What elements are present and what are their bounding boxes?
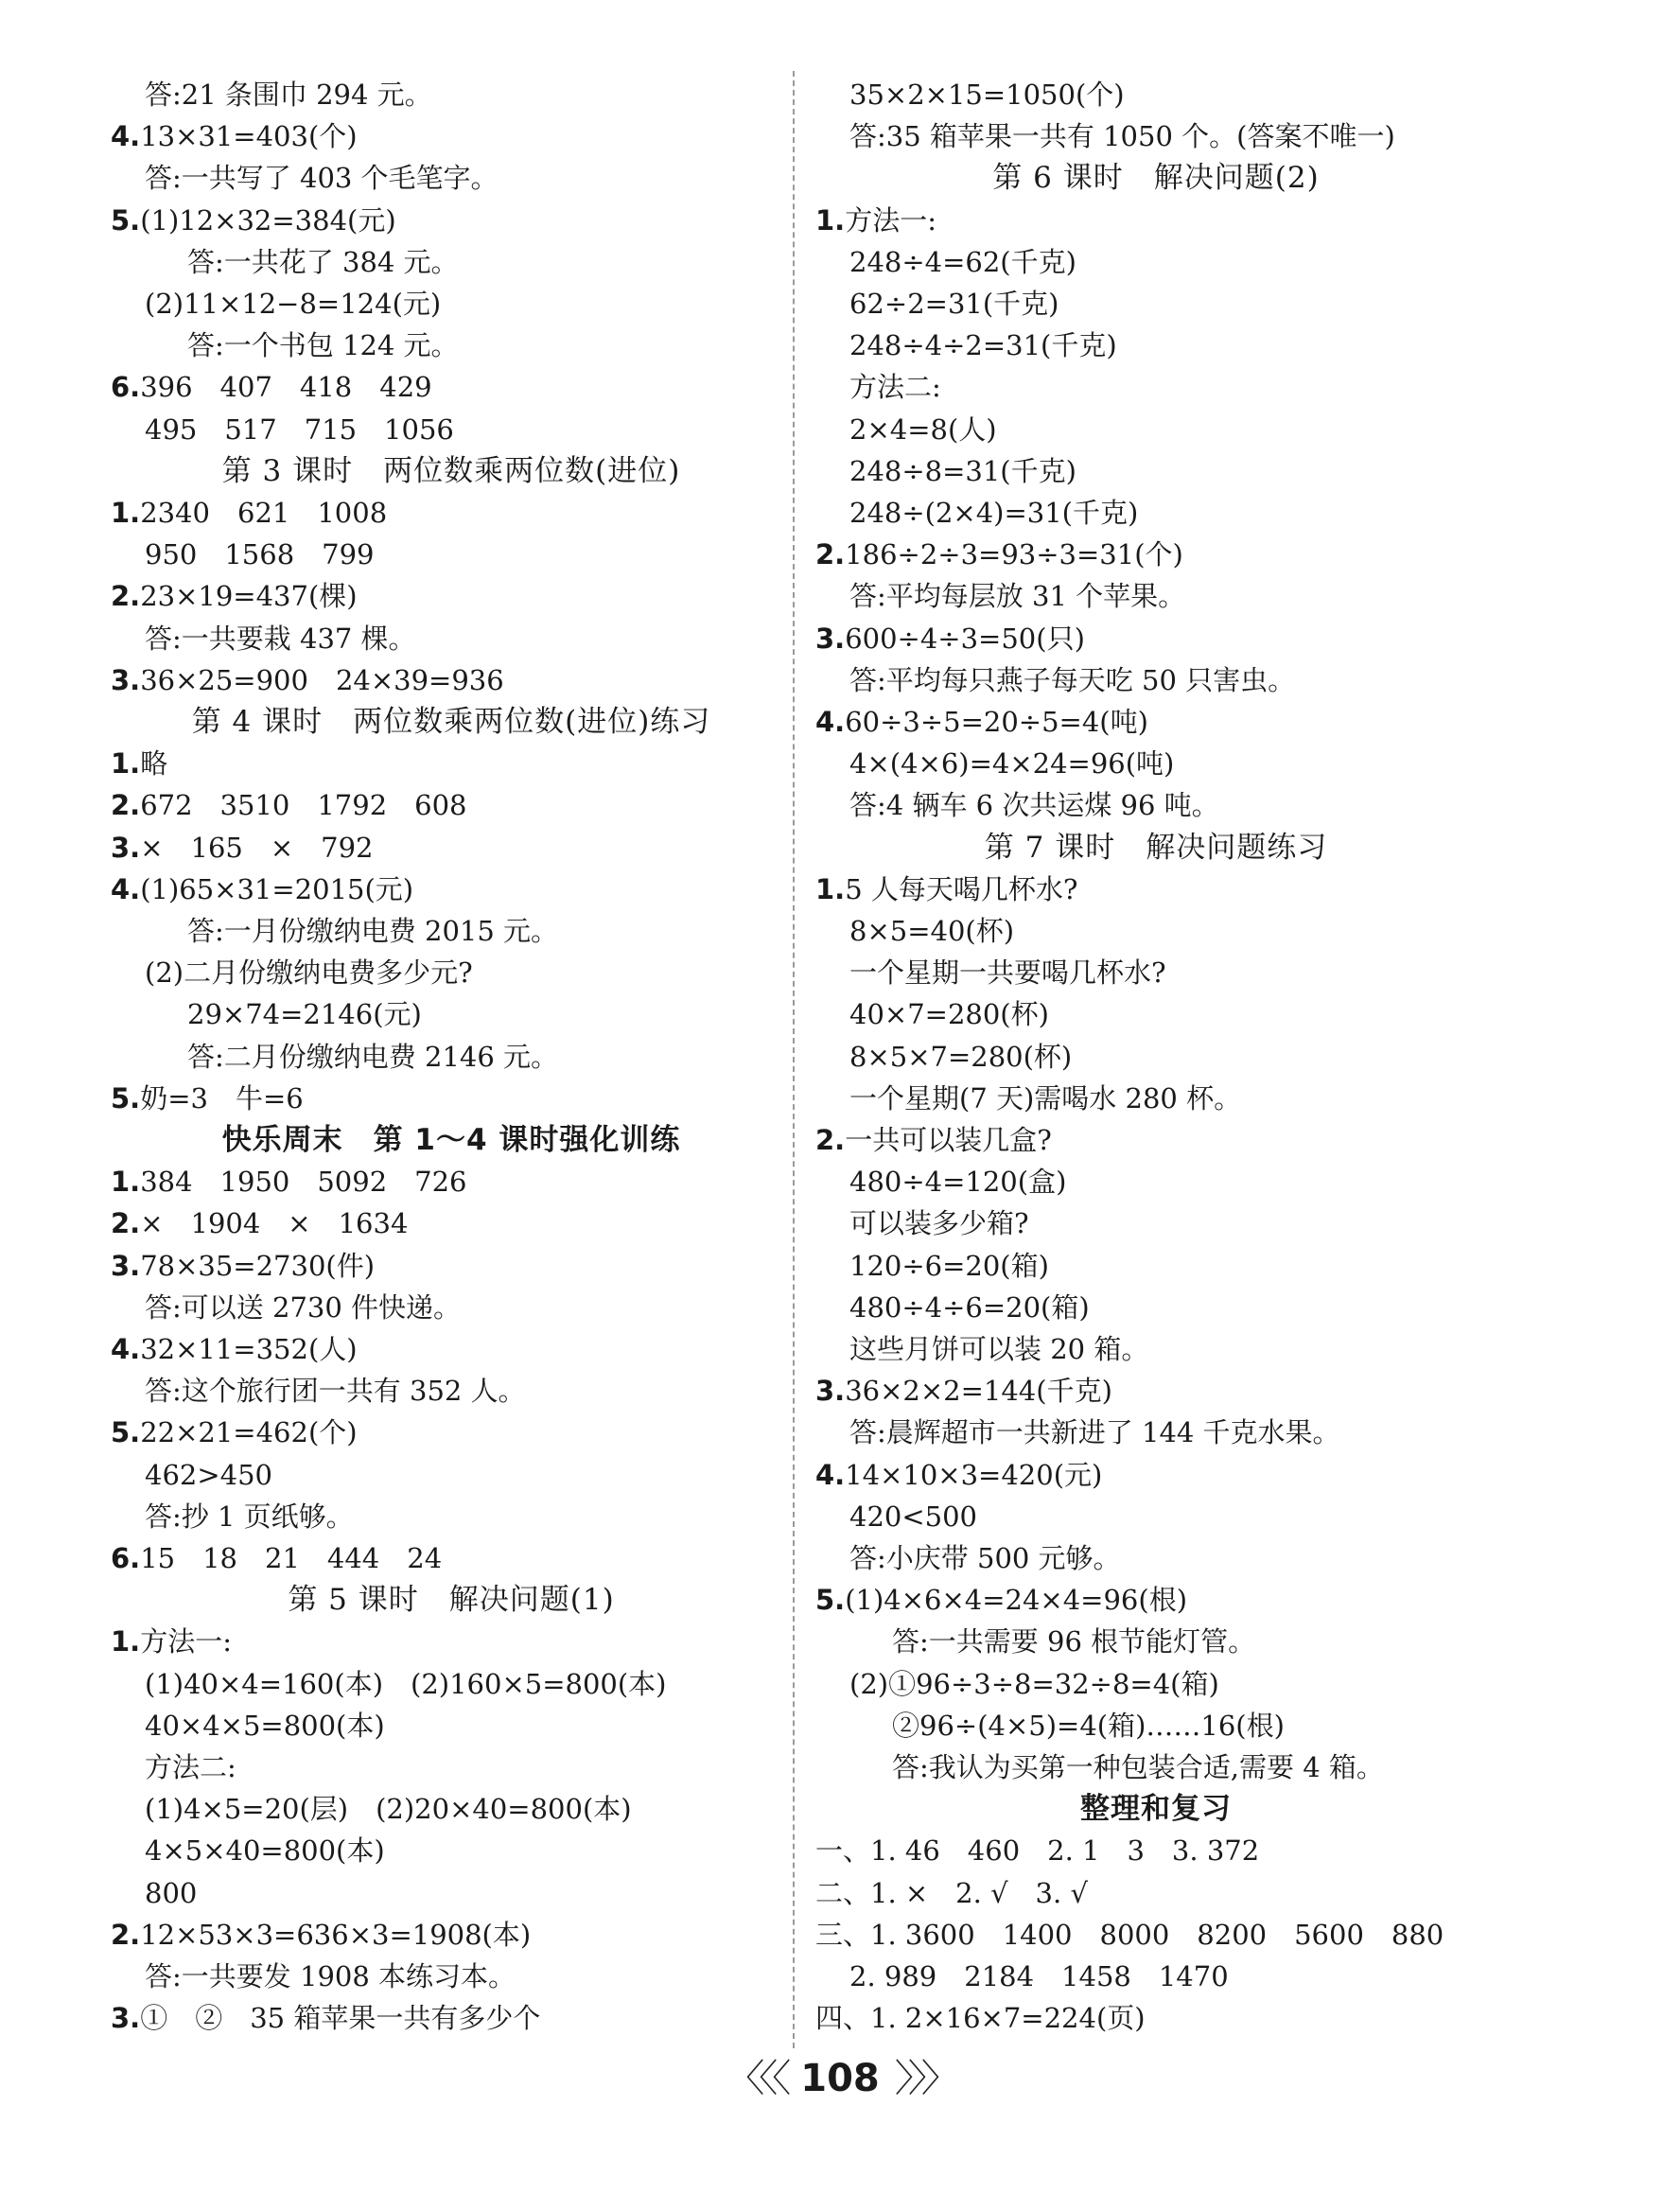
line-text: 12×53×3=636×3=1908(本) <box>140 1918 532 1951</box>
line-text: 答:这个旅行团一共有 352 人。 <box>145 1375 526 1408</box>
line-text: 4×(4×6)=4×24=96(吨) <box>849 747 1175 781</box>
section-heading <box>815 157 1496 199</box>
line-text: 快乐周末 第 1～4 课时强化训练 <box>221 1123 681 1157</box>
line-text: 8×5=40(杯) <box>849 915 1015 947</box>
line-text: 13×31=403(个) <box>140 120 358 153</box>
answer-line <box>849 1537 1121 1579</box>
line-text: 396 407 418 429 <box>140 371 432 404</box>
answer-line <box>187 325 459 366</box>
line-text: 答:35 箱苹果一共有 1050 个。(答案不唯一) <box>849 120 1395 153</box>
line-text: 整理和复习 <box>1080 1792 1232 1827</box>
item-number: 4. <box>111 120 141 153</box>
line-text: 62÷2=31(千克) <box>849 288 1059 320</box>
line-text: 40×4×5=800(本) <box>145 1709 385 1742</box>
answer-line <box>849 115 1395 157</box>
line-text: 答:一月份缴纳电费 2015 元。 <box>187 915 559 947</box>
item-number: 1. <box>815 872 846 905</box>
answer-line <box>849 1287 1090 1328</box>
answer-line <box>849 1036 1072 1078</box>
line-text: 二、1. × 2. √ 3. √ <box>815 1876 1088 1909</box>
line-text: 40×7=280(杯) <box>849 998 1049 1031</box>
line-text: 答:4 辆车 6 次共运煤 96 吨。 <box>849 789 1219 822</box>
line-text: 答:一共要发 1908 本练习本。 <box>145 1960 516 1992</box>
answer-line <box>849 575 1185 617</box>
line-text: 36×25=900 24×39=936 <box>140 663 504 696</box>
line-text: 答:21 条围巾 294 元。 <box>145 79 432 111</box>
line-text: (1)65×31=2015(元) <box>140 872 414 905</box>
answer-line <box>849 1412 1340 1453</box>
answer-item <box>815 618 1085 659</box>
item-number: 2. <box>815 538 846 571</box>
item-number: 3. <box>111 663 141 696</box>
line-text: 29×74=2146(元) <box>187 998 422 1031</box>
line-text: 答:小庆带 500 元够。 <box>849 1542 1121 1574</box>
answer-line <box>145 1370 526 1412</box>
answer-line <box>849 450 1076 492</box>
answer-line <box>849 241 1076 283</box>
answer-item <box>111 1202 408 1244</box>
answer-line <box>815 1872 1088 1914</box>
answer-line <box>145 1496 354 1537</box>
line-text: 14×10×3=420(元) <box>845 1458 1103 1491</box>
answer-line <box>849 74 1125 115</box>
line-text: 第 4 课时 两位数乘两位数(进位)练习 <box>191 705 711 739</box>
item-number: 5. <box>111 1081 141 1114</box>
line-text: (2)11×12−8=124(元) <box>145 288 442 320</box>
answer-item <box>815 1579 1187 1621</box>
line-text: (1)40×4=160(本) (2)160×5=800(本) <box>145 1667 667 1700</box>
line-text: 一、1. 46 460 2. 1 3 3. 372 <box>815 1834 1260 1868</box>
item-number: 1. <box>111 497 141 529</box>
answer-line <box>145 1872 197 1914</box>
line-text: ②96÷(4×5)=4(箱)……16(根) <box>892 1709 1285 1742</box>
line-text: 600÷4÷3=50(只) <box>845 622 1085 655</box>
section-heading <box>111 1119 792 1161</box>
line-text: 2×4=8(人) <box>849 412 997 446</box>
answer-line <box>187 993 422 1035</box>
answer-line <box>145 1788 632 1830</box>
line-text: 248÷4÷2=31(千克) <box>849 329 1117 362</box>
line-text: 480÷4÷6=20(箱) <box>849 1290 1090 1324</box>
line-text: 35×2×15=1050(个) <box>849 79 1125 111</box>
item-number: 4. <box>815 706 846 738</box>
line-text: (2)①96÷3÷8=32÷8=4(箱) <box>849 1667 1219 1700</box>
item-number: 5. <box>111 203 141 237</box>
item-number: 4. <box>815 1458 846 1491</box>
answer-line <box>145 1746 236 1788</box>
answer-line <box>849 283 1059 325</box>
line-text: 950 1568 799 <box>145 538 375 571</box>
line-text: 186÷2÷3=93÷3=31(个) <box>845 538 1183 571</box>
answer-item <box>111 1997 540 2039</box>
line-text: 答:一共要栽 437 棵。 <box>145 622 416 655</box>
line-text: 答:一个书包 124 元。 <box>187 329 459 362</box>
answer-item <box>111 827 374 869</box>
line-text: 672 3510 1792 608 <box>140 789 467 822</box>
answer-line <box>145 157 499 199</box>
line-text: 480÷4=120(盒) <box>849 1166 1067 1199</box>
item-number: 3. <box>815 1375 846 1408</box>
line-text: 略 <box>140 747 168 781</box>
line-text: 第 7 课时 解决问题练习 <box>984 830 1328 865</box>
section-heading <box>815 827 1496 869</box>
right-chevrons-icon: 〉〉〉 <box>894 2057 954 2100</box>
answer-line <box>145 1705 385 1746</box>
line-text: × 165 × 792 <box>140 831 374 864</box>
item-number: 6. <box>111 1542 141 1574</box>
answer-line <box>849 366 941 408</box>
item-number: 3. <box>111 831 141 864</box>
answer-line <box>145 409 454 450</box>
item-number: 3. <box>111 1249 141 1282</box>
line-text: 8×5×7=280(杯) <box>849 1040 1073 1073</box>
line-text: 495 517 715 1056 <box>145 412 454 446</box>
answer-line <box>145 1830 385 1871</box>
answer-line <box>849 1496 977 1537</box>
answer-item <box>815 200 936 241</box>
line-text: 4×5×40=800(本) <box>145 1834 385 1868</box>
answer-item <box>111 366 432 408</box>
answer-item <box>111 575 358 617</box>
answer-line <box>892 1746 1384 1788</box>
answer-line <box>849 1663 1219 1705</box>
answer-line <box>892 1621 1255 1662</box>
line-text: 可以装多少箱? <box>849 1207 1029 1240</box>
item-number: 2. <box>815 1124 846 1156</box>
answer-item <box>111 1161 467 1202</box>
answer-item <box>815 1370 1112 1412</box>
item-number: 1. <box>111 1166 141 1199</box>
line-text: 60÷3÷5=20÷5=4(吨) <box>845 706 1148 738</box>
line-text: 420<500 <box>849 1500 978 1533</box>
answer-line <box>849 1956 1229 1997</box>
line-text: 答:一共花了 384 元。 <box>187 245 459 278</box>
line-text: (1)4×6×4=24×4=96(根) <box>845 1584 1188 1617</box>
line-text: 15 18 21 444 24 <box>140 1542 443 1574</box>
answer-item <box>111 743 167 784</box>
answer-line <box>849 1078 1241 1119</box>
line-text: 第 3 课时 两位数乘两位数(进位) <box>221 453 681 488</box>
line-text: 32×11=352(人) <box>140 1333 358 1365</box>
answer-item <box>815 1454 1102 1496</box>
answer-line <box>849 784 1219 826</box>
answer-line <box>849 1202 1029 1244</box>
line-text: 78×35=2730(件) <box>140 1249 376 1282</box>
item-number: 1. <box>815 203 846 237</box>
item-number: 2. <box>111 1918 141 1951</box>
answer-line <box>145 1454 272 1496</box>
answer-line <box>145 1663 666 1705</box>
answer-line <box>187 1036 558 1078</box>
line-text: 248÷4=62(千克) <box>849 245 1076 278</box>
answer-item <box>815 869 1077 910</box>
line-text: 120÷6=20(箱) <box>849 1249 1049 1282</box>
column-divider <box>793 71 795 2048</box>
answer-line <box>145 283 441 325</box>
page-number: 108 <box>800 2057 880 2100</box>
answer-line <box>815 1914 1444 1956</box>
line-text: 2340 621 1008 <box>140 497 388 529</box>
line-text: 248÷(2×4)=31(千克) <box>849 497 1139 529</box>
item-number: 2. <box>111 580 141 613</box>
line-text: 第 6 课时 解决问题(2) <box>992 161 1320 196</box>
line-text: 248÷8=31(千克) <box>849 454 1076 487</box>
answer-item <box>111 1914 531 1956</box>
section-heading <box>111 450 792 492</box>
answer-line <box>849 910 1014 952</box>
answer-line <box>145 1287 461 1328</box>
left-chevrons-icon: 〈〈〈 <box>726 2057 786 2100</box>
answer-item <box>111 659 504 701</box>
page-number-footer <box>0 2048 1680 2102</box>
item-number: 1. <box>111 747 141 781</box>
answer-line <box>815 1997 1146 2039</box>
item-number: 5. <box>815 1584 846 1617</box>
answer-item <box>111 200 396 241</box>
answer-line <box>892 1705 1285 1746</box>
answer-line <box>145 618 416 659</box>
section-heading <box>815 1788 1496 1830</box>
item-number: 6. <box>111 371 141 404</box>
item-number: 3. <box>815 622 846 655</box>
section-heading <box>111 1579 792 1621</box>
line-text: 答:平均每只燕子每天吃 50 只害虫。 <box>849 663 1296 696</box>
answer-item <box>111 1328 358 1370</box>
line-text: 答:二月份缴纳电费 2146 元。 <box>187 1040 559 1073</box>
item-number: 3. <box>111 2002 141 2035</box>
line-text: (1)12×32=384(元) <box>140 203 396 237</box>
answer-line <box>815 1830 1259 1871</box>
line-text: (1)4×5=20(层) (2)20×40=800(本) <box>145 1793 632 1826</box>
line-text: ① ② 35 箱苹果一共有多少个 <box>140 2002 541 2035</box>
line-text: 答:一共写了 403 个毛笔字。 <box>145 162 499 195</box>
answer-line <box>849 952 1166 993</box>
line-text: 答:抄 1 页纸够。 <box>145 1500 354 1533</box>
line-text: 5 人每天喝几杯水? <box>845 872 1078 905</box>
line-text: 方法二: <box>145 1751 236 1783</box>
answer-line <box>849 492 1138 534</box>
line-text: 方法二: <box>849 371 941 404</box>
answer-line <box>187 241 459 283</box>
line-text: 奶=3 牛=6 <box>140 1081 304 1114</box>
line-text: 一个星期(7 天)需喝水 280 杯。 <box>849 1081 1242 1114</box>
answer-line <box>849 1328 1148 1370</box>
answer-item <box>815 534 1183 575</box>
answer-line <box>145 534 375 575</box>
line-text: 答:我认为买第一种包装合适,需要 4 箱。 <box>892 1751 1384 1783</box>
line-text: 答:一共需要 96 根节能灯管。 <box>892 1625 1256 1658</box>
answer-line <box>145 952 473 993</box>
item-number: 5. <box>111 1416 141 1449</box>
line-text: 一共可以装几盒? <box>845 1124 1052 1156</box>
answer-item <box>111 1412 358 1453</box>
answer-line <box>849 743 1174 784</box>
item-number: 1. <box>111 1625 141 1658</box>
line-text: 第 5 课时 解决问题(1) <box>288 1583 615 1618</box>
answer-line <box>849 409 997 450</box>
answer-line <box>187 910 558 952</box>
item-number: 4. <box>111 1333 141 1365</box>
line-text: 答:平均每层放 31 个苹果。 <box>849 580 1186 613</box>
section-heading <box>111 701 792 743</box>
line-text: 462>450 <box>145 1458 273 1491</box>
answer-item <box>111 1537 442 1579</box>
line-text: 800 <box>145 1876 198 1909</box>
line-text: 23×19=437(棵) <box>140 580 358 613</box>
answer-line <box>849 1245 1049 1287</box>
answer-line <box>145 1956 516 1997</box>
item-number: 2. <box>111 789 141 822</box>
answer-item <box>111 492 387 534</box>
line-text: 四、1. 2×16×7=224(页) <box>815 2002 1146 2035</box>
answer-item <box>111 1621 232 1662</box>
line-text: 答:可以送 2730 件快递。 <box>145 1290 462 1324</box>
answer-line <box>849 993 1049 1035</box>
answer-item <box>815 1119 1052 1161</box>
line-text: 这些月饼可以装 20 箱。 <box>849 1333 1149 1365</box>
line-text: 36×2×2=144(千克) <box>845 1375 1112 1408</box>
answer-item <box>111 784 467 826</box>
line-text: 22×21=462(个) <box>140 1416 358 1449</box>
answer-item <box>111 1245 375 1287</box>
line-text: 答:晨辉超市一共新进了 144 千克水果。 <box>849 1416 1340 1449</box>
item-number: 4. <box>111 872 141 905</box>
answer-line <box>849 1161 1066 1202</box>
answer-line <box>849 659 1295 701</box>
line-text: 方法一: <box>845 203 936 237</box>
line-text: 三、1. 3600 1400 8000 8200 5600 880 <box>815 1918 1444 1951</box>
answer-line <box>145 74 432 115</box>
line-text: 一个星期一共要喝几杯水? <box>849 956 1166 990</box>
line-text: 384 1950 5092 726 <box>140 1166 467 1199</box>
line-text: 2. 989 2184 1458 1470 <box>849 1960 1229 1992</box>
line-text: × 1904 × 1634 <box>140 1207 409 1240</box>
answer-item <box>111 115 358 157</box>
answer-item <box>111 1078 304 1119</box>
answer-item <box>111 869 413 910</box>
answer-item <box>815 701 1148 743</box>
line-text: (2)二月份缴纳电费多少元? <box>145 956 473 990</box>
item-number: 2. <box>111 1207 141 1240</box>
line-text: 方法一: <box>140 1625 232 1658</box>
answer-line <box>849 325 1117 366</box>
